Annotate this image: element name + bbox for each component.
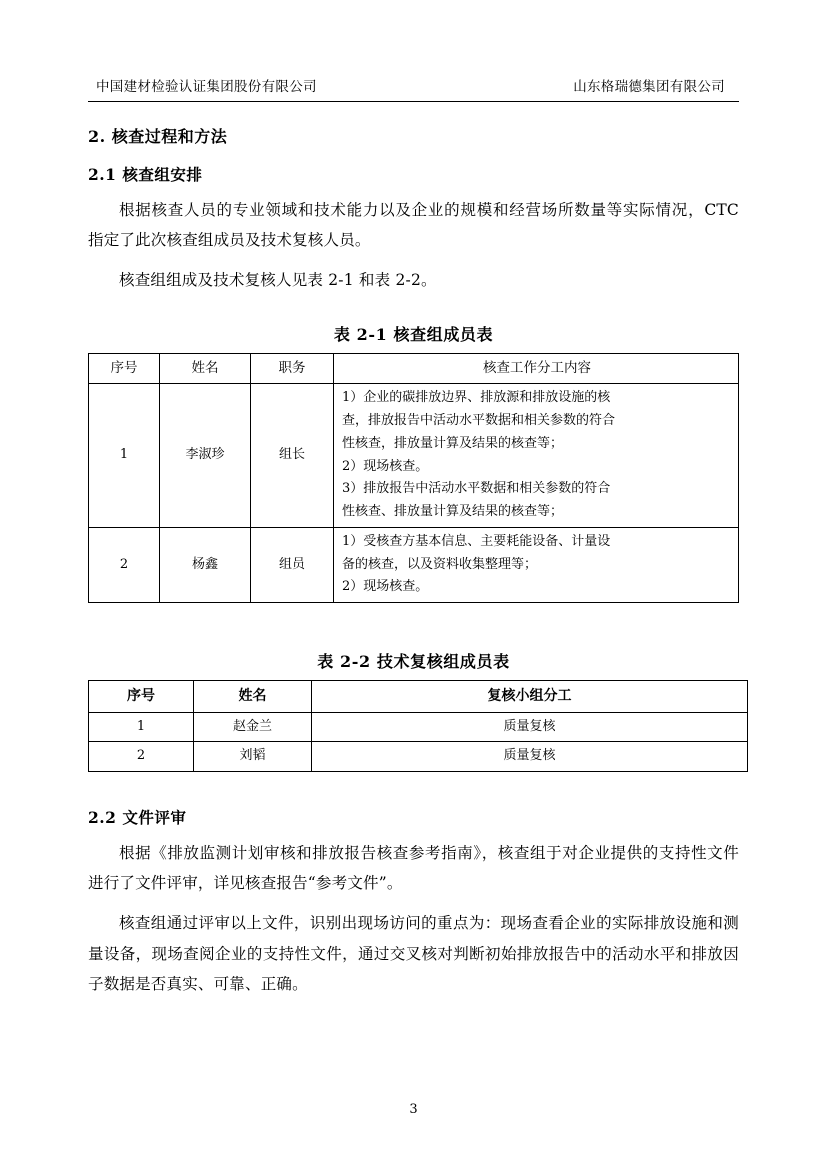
- work-line: 查，排放报告中活动水平数据和相关参数的符合: [342, 413, 616, 429]
- section-2-1-paragraph-1: 根据核查人员的专业领域和技术能力以及企业的规模和经营场所数量等实际情况，CTC 指定了此次核查组成员及技术复核人员。: [88, 201, 739, 250]
- table-2-2-caption: 表 2-2 技术复核组成员表: [317, 652, 510, 672]
- table-2-1-caption: 表 2-1 核查组成员表: [333, 324, 494, 344]
- work-line: 3）排放报告中活动水平数据和相关参数的符合: [342, 481, 611, 497]
- table-row: [89, 742, 748, 772]
- section-2-2-paragraph-2: 核查组通过评审以上文件，识别出现场访问的重点为：现场查看企业的实际排放设施和测量设备，现场查阅企业的支持性文件，通过交叉核对判断初始排放报告中的活动水平和排放因子数据是否真实、可靠、正确。: [88, 914, 739, 993]
- table-2-1-header-no: 序号: [89, 353, 160, 384]
- table-2-1-row-2-no: 2: [89, 527, 160, 602]
- table-2-2-header-no: 序号: [89, 681, 194, 713]
- work-line: 性核查，排放量计算及结果的核查等；: [342, 435, 564, 451]
- work-line: 2）现场核查。: [342, 579, 429, 595]
- table-2-2-row-2-duty: 质量复核: [312, 742, 748, 772]
- table-2-1-header-name: 姓名: [160, 353, 251, 384]
- table-2-1-row-1-role: 组长: [251, 384, 334, 528]
- table-header-row: [89, 681, 748, 713]
- work-line: 备的核查，以及资料收集整理等；: [342, 556, 538, 572]
- work-line: 性核查、排放量计算及结果的核查等；: [342, 504, 564, 520]
- header-right-org: 山东格瑞德集团有限公司: [573, 79, 725, 95]
- table-2-2-row-1-duty: 质量复核: [312, 712, 748, 742]
- work-line: 2）现场核查。: [342, 458, 429, 474]
- header-left-org: 中国建材检验认证集团股份有限公司: [96, 79, 317, 95]
- section-2-2-title: 2.2 文件评审: [88, 808, 187, 828]
- section-2-1-title: 2.1 核查组安排: [88, 165, 203, 184]
- table-row: [89, 384, 739, 528]
- table-2-1-row-2-role: 组员: [251, 527, 334, 602]
- section-2-title: 2. 核查过程和方法: [88, 127, 228, 146]
- section-2-2-paragraph-1: 根据《排放监测计划审核和排放报告核查参考指南》，核查组于对企业提供的支持性文件进行了文件评审，详见核查报告“参考文件”。: [88, 844, 739, 893]
- table-2-1-row-1-name: 李淑珍: [160, 384, 251, 528]
- section-2-1-paragraph-2: 核查组组成及技术复核人见表 2-1 和表 2-2。: [119, 271, 437, 290]
- table-2-2-header-name: 姓名: [194, 681, 312, 713]
- table-2-1: [88, 353, 739, 603]
- table-2-2-header-duty: 复核小组分工: [312, 681, 748, 713]
- page-number: 3: [409, 1102, 418, 1117]
- table-header-row: [89, 353, 739, 384]
- table-2-2-row-2-no: 2: [89, 742, 194, 772]
- table-2-1-row-1-no: 1: [89, 384, 160, 528]
- table-2-1-row-2-name: 杨鑫: [160, 527, 251, 602]
- table-2-2-row-2-name: 刘韬: [194, 742, 312, 772]
- spacer: [88, 603, 739, 623]
- table-2-1-row-1-work: [334, 384, 739, 528]
- table-row: [89, 527, 739, 602]
- table-2-2-row-1-no: 1: [89, 712, 194, 742]
- work-line: 1）企业的碳排放边界、排放源和排放设施的核: [342, 390, 611, 406]
- table-row: [89, 712, 748, 742]
- table-2-1-header-role: 职务: [251, 353, 334, 384]
- table-2-1-row-2-work: [334, 527, 739, 602]
- work-line: 1）受核查方基本信息、主要耗能设备、计量设: [342, 533, 611, 549]
- table-2-2: [88, 680, 748, 772]
- table-2-2-row-1-name: 赵金兰: [194, 712, 312, 742]
- table-2-1-header-work: 核查工作分工内容: [334, 353, 739, 384]
- page-header: [88, 75, 739, 102]
